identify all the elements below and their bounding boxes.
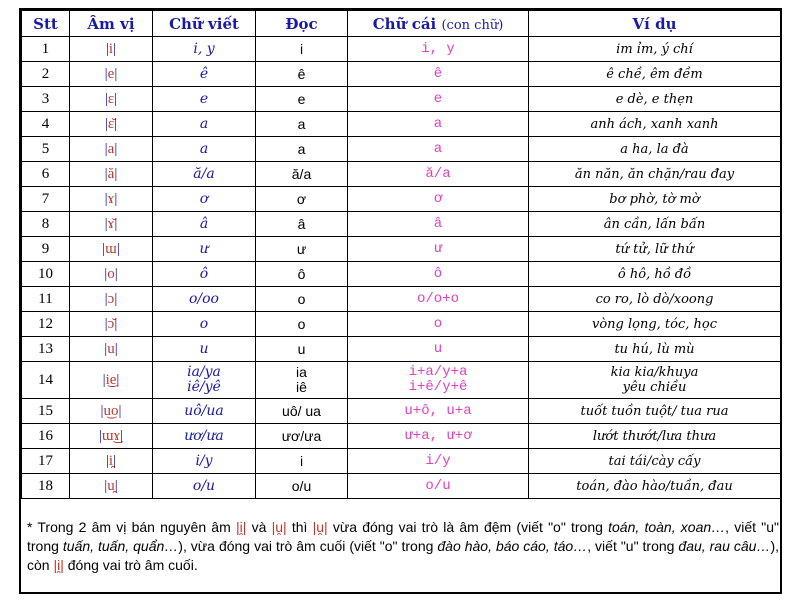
cell-doc (256, 212, 348, 237)
reading: ô (297, 265, 306, 282)
cell-chu-viet (153, 112, 256, 137)
cell-chu-viet (153, 362, 256, 399)
phoneme-symbol: i͜e (105, 371, 117, 388)
letter-composition: ă/a (425, 165, 451, 182)
cell-chu-cai (348, 312, 529, 337)
cell-stt: 13 (22, 337, 70, 362)
example: toán, đào hào/tuần, đau (576, 478, 733, 494)
cell-am-vi (70, 62, 153, 87)
table-row (22, 287, 781, 312)
cell-chu-cai (348, 212, 529, 237)
cell-chu-viet (153, 399, 256, 424)
written-form: o/u (192, 477, 216, 494)
phoneme-bracket-left: | (98, 427, 102, 444)
reading: uô/ ua (282, 402, 321, 419)
cell-stt: 8 (22, 212, 70, 237)
example: tai tái/cày cấy (608, 453, 701, 469)
written-form: e (199, 90, 209, 107)
cell-chu-cai (348, 262, 529, 287)
table-row (22, 262, 781, 287)
phoneme-bracket-left: | (104, 65, 108, 82)
phoneme-bracket-left: | (102, 371, 106, 388)
cell-stt: 9 (22, 237, 70, 262)
example: vòng lọng, tóc, học (591, 316, 718, 332)
written-form: o (199, 315, 209, 332)
cell-vi-du (529, 362, 781, 399)
phoneme-symbol: ɯ͜ɤ (101, 427, 121, 444)
cell-vi-du (529, 312, 781, 337)
cell-vi-du (529, 212, 781, 237)
written-form: a (199, 140, 209, 157)
table-row (22, 162, 781, 187)
phoneme-bracket-right: | (114, 190, 118, 207)
cell-am-vi (70, 424, 153, 449)
cell-stt: 10 (22, 262, 70, 287)
reading: ia (296, 364, 307, 380)
phoneme-bracket-left: | (104, 165, 108, 182)
phoneme-bracket-right: | (114, 115, 118, 132)
letter-composition: ê (433, 65, 443, 82)
header-doc: Đọc (256, 11, 348, 37)
cell-am-vi (70, 87, 153, 112)
cell-stt: 11 (22, 287, 70, 312)
reading: o (297, 315, 306, 332)
phoneme-symbol: e (107, 65, 115, 82)
cell-stt: 1 (22, 37, 70, 62)
letter-composition: i+a/y+a (408, 364, 468, 380)
letter-composition: ư (433, 240, 443, 257)
cell-chu-cai (348, 62, 529, 87)
example: ê chề, êm đềm (606, 66, 703, 82)
phoneme-symbol: i (108, 40, 114, 57)
cell-vi-du (529, 87, 781, 112)
reading: i (299, 452, 304, 469)
phoneme-bracket-right: | (114, 340, 118, 357)
note-phoneme-i: |i̯| (235, 519, 247, 535)
phoneme-bracket-right: | (114, 290, 118, 307)
cell-doc (256, 262, 348, 287)
written-form: i/y (195, 452, 213, 469)
cell-stt: 15 (22, 399, 70, 424)
cell-stt: 17 (22, 449, 70, 474)
cell-chu-viet (153, 312, 256, 337)
reading: o (297, 290, 306, 307)
reading: a (297, 140, 306, 157)
header-am-vi: Âm vị (70, 11, 153, 37)
phoneme-bracket-left: | (104, 340, 108, 357)
phoneme-table-page (19, 8, 782, 594)
written-form: ê (199, 65, 209, 82)
cell-am-vi (70, 399, 153, 424)
letter-composition: e (433, 90, 443, 107)
cell-chu-cai (348, 474, 529, 499)
cell-stt: 18 (22, 474, 70, 499)
table-header-row (22, 11, 781, 37)
cell-chu-viet (153, 474, 256, 499)
phoneme-bracket-left: | (104, 290, 108, 307)
cell-chu-viet (153, 62, 256, 87)
phoneme-bracket-right: | (114, 265, 118, 282)
phoneme-bracket-left: | (104, 115, 108, 132)
cell-am-vi (70, 312, 153, 337)
phoneme-symbol: u (107, 340, 115, 357)
example: yêu chiều (622, 380, 687, 395)
cell-am-vi (70, 474, 153, 499)
written-form: ư (199, 240, 209, 257)
cell-vi-du (529, 337, 781, 362)
cell-chu-viet (153, 424, 256, 449)
example: im ỉm, ý chí (616, 41, 693, 57)
reading: u (297, 340, 306, 357)
reading: a (297, 115, 306, 132)
table-row (22, 474, 781, 499)
cell-chu-viet (153, 237, 256, 262)
cell-doc (256, 337, 348, 362)
letter-composition: o/o+o (416, 290, 459, 307)
cell-am-vi (70, 212, 153, 237)
cell-vi-du (529, 474, 781, 499)
cell-chu-viet (153, 337, 256, 362)
cell-stt: 7 (22, 187, 70, 212)
phoneme-symbol: ɛ̆ (107, 115, 115, 132)
phoneme-bracket-left: | (104, 477, 108, 494)
cell-doc (256, 162, 348, 187)
note-example-3: đào hào, báo cáo, táo… (437, 538, 588, 554)
note-text-3: thì (286, 519, 313, 535)
example: kia kia/khuya (610, 365, 699, 380)
cell-vi-du (529, 37, 781, 62)
header-stt: Stt (22, 11, 70, 37)
table-row (22, 424, 781, 449)
phoneme-symbol: ɤ̆ (107, 215, 115, 232)
note-text-4: vừa đóng vai trò là âm đệm (viết "o" trong (327, 519, 609, 535)
cell-am-vi (70, 162, 153, 187)
letter-composition: o/u (425, 477, 451, 494)
reading: i (299, 40, 304, 57)
phoneme-bracket-left: | (105, 452, 109, 469)
cell-chu-cai (348, 137, 529, 162)
cell-am-vi (70, 337, 153, 362)
example: ô hô, hồ đồ (617, 266, 692, 282)
header-chu-cai-label: Chữ cái (372, 14, 437, 33)
reading: iê (296, 379, 307, 395)
cell-chu-viet (153, 262, 256, 287)
note-text-8: ), còn (27, 538, 779, 573)
cell-doc (256, 474, 348, 499)
phoneme-symbol: ɔ (107, 290, 115, 307)
written-form: uô/ua (184, 402, 224, 419)
letter-composition: ư+a, ư+ơ (404, 427, 472, 444)
cell-chu-viet (153, 37, 256, 62)
cell-doc (256, 137, 348, 162)
table-row (22, 212, 781, 237)
phoneme-bracket-right: | (114, 477, 118, 494)
cell-am-vi (70, 112, 153, 137)
cell-chu-viet (153, 187, 256, 212)
note-phoneme-i-2: |i̯| (53, 557, 64, 573)
written-form: ươ/ưa (184, 427, 224, 444)
letter-composition: a (433, 140, 443, 157)
cell-stt: 14 (22, 362, 70, 399)
reading: o/u (291, 477, 312, 494)
cell-am-vi (70, 187, 153, 212)
phoneme-bracket-left: | (105, 40, 109, 57)
phoneme-bracket-right: | (113, 452, 117, 469)
written-form: ô (199, 265, 209, 282)
cell-chu-viet (153, 449, 256, 474)
cell-vi-du (529, 449, 781, 474)
cell-am-vi (70, 449, 153, 474)
phoneme-symbol: ɤ (107, 190, 115, 207)
cell-am-vi (70, 37, 153, 62)
reading: e (297, 90, 306, 107)
cell-doc (256, 424, 348, 449)
cell-stt: 4 (22, 112, 70, 137)
example: tu hú, lù mù (614, 341, 695, 357)
phoneme-symbol: u͜o (103, 402, 119, 419)
written-form: ia/ya (187, 364, 221, 380)
example: ân cần, lấn bấn (603, 216, 706, 232)
example: co ro, lò dò/xoong (595, 291, 714, 307)
phoneme-bracket-left: | (104, 190, 108, 207)
cell-chu-cai (348, 287, 529, 312)
phoneme-bracket-left: | (104, 315, 108, 332)
letter-composition: â (433, 215, 443, 232)
table-row (22, 87, 781, 112)
table-row (22, 399, 781, 424)
header-chu-cai (348, 11, 529, 37)
cell-chu-cai (348, 337, 529, 362)
footnote (27, 518, 779, 575)
cell-stt: 12 (22, 312, 70, 337)
cell-doc (256, 87, 348, 112)
reading: ă/a (291, 165, 312, 182)
written-form: â (199, 215, 209, 232)
table-row (22, 362, 781, 399)
note-example-2: tuấn, tuấn, quẩn… (62, 538, 179, 554)
cell-doc (256, 112, 348, 137)
phoneme-bracket-right: | (114, 140, 118, 157)
letter-composition: o (433, 315, 443, 332)
written-form: i, y (193, 40, 215, 57)
cell-chu-cai (348, 424, 529, 449)
note-text-2: và (246, 519, 272, 535)
phoneme-symbol: o (107, 265, 115, 282)
example: ăn năn, ăn chặn/rau đay (574, 166, 735, 182)
phoneme-symbol: u̯ (107, 477, 115, 494)
cell-vi-du (529, 262, 781, 287)
phoneme-bracket-right: | (114, 65, 118, 82)
example: bơ phờ, tờ mờ (609, 191, 700, 207)
phoneme-symbol: ă (107, 165, 115, 182)
table-body (22, 37, 781, 499)
phoneme-bracket-left: | (100, 402, 104, 419)
letter-composition: u (433, 340, 443, 357)
cell-chu-viet (153, 212, 256, 237)
phoneme-bracket-right: | (120, 427, 124, 444)
cell-vi-du (529, 137, 781, 162)
example: e dè, e thẹn (615, 91, 694, 107)
cell-stt: 2 (22, 62, 70, 87)
phoneme-bracket-right: | (114, 90, 118, 107)
phoneme-bracket-left: | (104, 90, 108, 107)
phoneme-bracket-right: | (114, 165, 118, 182)
reading: ê (297, 65, 306, 82)
phoneme-bracket-left: | (102, 240, 106, 257)
phoneme-symbol: ɯ (105, 240, 117, 257)
note-text-1: * Trong 2 âm vị bán nguyên âm (27, 519, 236, 535)
letter-composition: i, y (421, 40, 455, 57)
cell-am-vi (70, 137, 153, 162)
vowel-phoneme-table (21, 10, 781, 499)
phoneme-symbol: i̯ (108, 452, 114, 469)
cell-doc (256, 312, 348, 337)
note-text-5: , viết "u" trong (27, 519, 779, 554)
letter-composition: ơ (433, 190, 443, 207)
written-form: ă/a (193, 165, 215, 182)
example: a ha, la đà (620, 141, 689, 157)
cell-doc (256, 187, 348, 212)
cell-chu-cai (348, 37, 529, 62)
cell-chu-viet (153, 162, 256, 187)
cell-chu-viet (153, 87, 256, 112)
written-form: u (199, 340, 209, 357)
phoneme-bracket-right: | (116, 371, 120, 388)
header-vi-du: Ví dụ (529, 11, 781, 37)
cell-doc (256, 62, 348, 87)
cell-chu-viet (153, 287, 256, 312)
cell-vi-du (529, 62, 781, 87)
header-chu-viet: Chữ viết (153, 11, 256, 37)
note-phoneme-u-2: |u̯| (312, 519, 328, 535)
note-text-9: đóng vai trò âm cuối. (63, 557, 198, 573)
cell-vi-du (529, 424, 781, 449)
phoneme-bracket-left: | (104, 265, 108, 282)
cell-chu-cai (348, 237, 529, 262)
table-row (22, 137, 781, 162)
cell-doc (256, 37, 348, 62)
reading: ươ/ưa (281, 427, 322, 444)
cell-stt: 6 (22, 162, 70, 187)
phoneme-bracket-right: | (113, 40, 117, 57)
phoneme-symbol: ɔ̆ (107, 315, 115, 332)
cell-am-vi (70, 287, 153, 312)
cell-vi-du (529, 187, 781, 212)
written-form: a (199, 115, 209, 132)
note-example-1: toán, toàn, xoan… (608, 519, 726, 535)
table-row (22, 449, 781, 474)
cell-vi-du (529, 237, 781, 262)
table-row (22, 337, 781, 362)
cell-stt: 5 (22, 137, 70, 162)
example: tứ tử, lữ thứ (615, 241, 694, 257)
note-example-4: đau, rau câu… (678, 538, 771, 554)
written-form: iê/yê (187, 379, 221, 395)
cell-chu-cai (348, 449, 529, 474)
phoneme-bracket-left: | (104, 215, 108, 232)
cell-doc (256, 287, 348, 312)
reading: ơ (296, 190, 307, 207)
note-text-7: , viết "u" trong (587, 538, 679, 554)
note-phoneme-u: |u̯| (271, 519, 287, 535)
table-row (22, 62, 781, 87)
cell-doc (256, 362, 348, 399)
cell-chu-cai (348, 187, 529, 212)
written-form: ơ (199, 190, 209, 207)
example: lướt thướt/lưa thưa (592, 428, 717, 444)
cell-vi-du (529, 112, 781, 137)
letter-composition: u+ô, u+a (404, 402, 472, 419)
table-row (22, 237, 781, 262)
reading: ư (296, 240, 307, 257)
phoneme-bracket-right: | (118, 402, 122, 419)
header-chu-cai-note: (con chữ) (441, 17, 504, 33)
table-row (22, 187, 781, 212)
table-row (22, 37, 781, 62)
cell-chu-cai (348, 162, 529, 187)
cell-am-vi (70, 362, 153, 399)
letter-composition: ô (433, 265, 443, 282)
cell-chu-viet (153, 137, 256, 162)
cell-vi-du (529, 287, 781, 312)
phoneme-bracket-right: | (114, 315, 118, 332)
phoneme-symbol: a (107, 140, 115, 157)
cell-doc (256, 237, 348, 262)
phoneme-symbol: ɛ (107, 90, 115, 107)
note-text-6: ), vừa đóng vai trò âm cuối (viết "o" trong (178, 538, 438, 554)
cell-stt: 16 (22, 424, 70, 449)
table-row (22, 112, 781, 137)
example: tuốt tuồn tuột/ tua rua (580, 403, 729, 419)
cell-vi-du (529, 399, 781, 424)
letter-composition: a (433, 115, 443, 132)
cell-doc (256, 449, 348, 474)
cell-doc (256, 399, 348, 424)
cell-chu-cai (348, 399, 529, 424)
cell-am-vi (70, 262, 153, 287)
phoneme-bracket-right: | (114, 215, 118, 232)
letter-composition: i+ê/y+ê (408, 379, 468, 395)
cell-stt: 3 (22, 87, 70, 112)
phoneme-bracket-right: | (116, 240, 120, 257)
reading: â (297, 215, 306, 232)
example: anh ách, xanh xanh (590, 116, 719, 132)
cell-vi-du (529, 162, 781, 187)
cell-chu-cai (348, 112, 529, 137)
phoneme-bracket-left: | (104, 140, 108, 157)
letter-composition: i/y (425, 452, 451, 469)
cell-chu-cai (348, 87, 529, 112)
cell-chu-cai (348, 362, 529, 399)
written-form: o/oo (188, 290, 219, 307)
table-row (22, 312, 781, 337)
cell-am-vi (70, 237, 153, 262)
